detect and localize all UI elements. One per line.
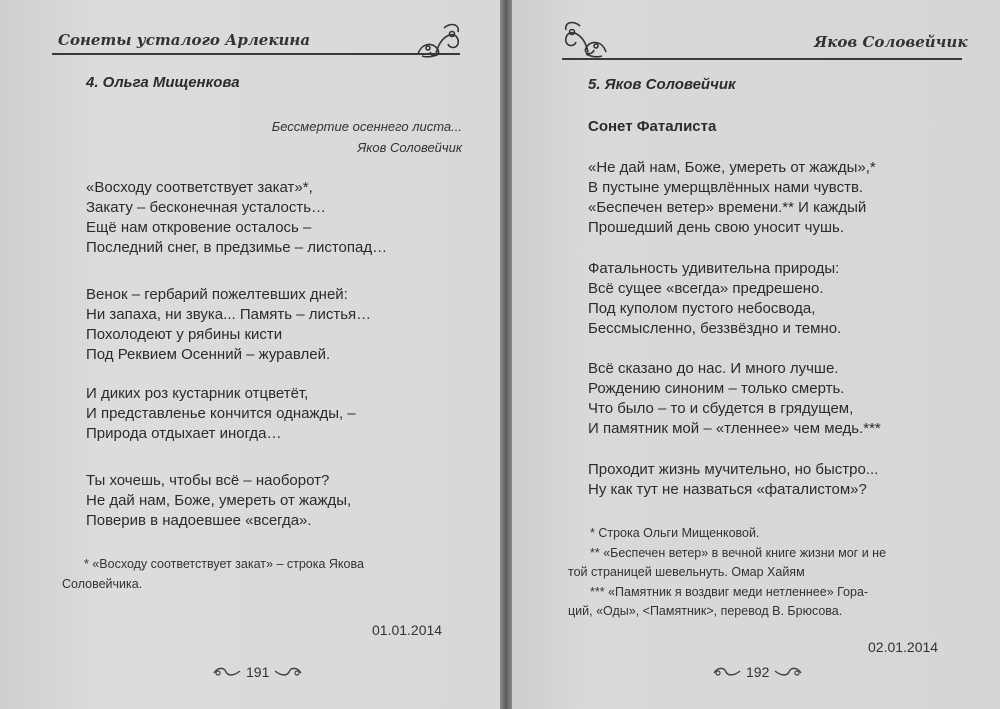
poem-line: И диких роз кустарник отцветёт, (86, 385, 309, 402)
poem-line: Бессмысленно, беззвёздно и темно. (588, 320, 842, 337)
poem-line: В пустыне умерщвлённых нами чувств. (588, 179, 864, 196)
poem-line: Ни запаха, ни звука... Память – листья… (86, 306, 372, 323)
poem-line: И памятник мой – «тленнее» чем медь.*** (588, 420, 881, 437)
footnote-line: ** «Беспечен ветер» в вечной книге жизни мог и не (590, 545, 887, 560)
book-gutter (500, 0, 512, 709)
poem-line: Не дай нам, Боже, умереть от жажды, (86, 492, 352, 509)
poem-line: Закату – бесконечная усталость… (86, 199, 327, 216)
poem-line: Ну как тут не назваться «фаталистом»? (588, 481, 867, 498)
poem-line: «Не дай нам, Боже, умереть от жажды»,* (588, 159, 876, 176)
header-rule-left (52, 53, 460, 55)
footnote-line: той страницей шевельнуть. Омар Хайям (568, 565, 805, 579)
poem-line: Венок – гербарий пожелтевших дней: (86, 286, 348, 303)
poem-date: 01.01.2014 (372, 622, 443, 638)
poem-line: Последний снег, в предзимье – листопад… (86, 239, 388, 256)
stanza-2 (86, 285, 371, 365)
footnote-line: *** «Памятник я воздвиг меди нетленнее» Гора- (590, 584, 869, 599)
poem-line: «Беспечен ветер» времени.** И каждый (588, 199, 867, 216)
epigraph-author: Яков Соловейчик (357, 140, 462, 155)
poem-title: Сонет Фаталиста (588, 118, 717, 135)
poem-line: Под куполом пустого небосвода, (588, 300, 816, 317)
stanza-4 (86, 471, 351, 531)
page-number: 191 (246, 664, 270, 680)
stanza-4 (588, 460, 878, 500)
poem-line: Проходит жизнь мучительно, но быстро... (588, 461, 879, 478)
poem-line: Прошедший день свою уносит чушь. (588, 219, 845, 236)
poem-line: Ещё нам откровение осталось – (86, 219, 312, 236)
running-header-left: Сонеты усталого Арлекина (58, 31, 311, 49)
author-heading: 4. Ольга Мищенкова (86, 74, 240, 91)
poem-line: Всё сущее «всегда» предрешено. (588, 280, 824, 297)
epigraph (272, 116, 462, 158)
swirl-left-icon (712, 665, 742, 679)
author-heading: 5. Яков Соловейчик (588, 76, 736, 93)
page-number-block (212, 664, 303, 680)
running-header-right: Яков Соловейчик (814, 33, 968, 51)
footnote-line: * Строка Ольги Мищенковой. (590, 526, 760, 540)
poem-line: Всё сказано до нас. И много лучше. (588, 360, 839, 377)
page-number-block (712, 664, 803, 680)
swirl-left-icon (212, 665, 242, 679)
footnote-line: Соловейчика. (62, 576, 143, 591)
stanza-3 (86, 384, 356, 444)
poem-line: Рождению синоним – только смерть. (588, 380, 845, 397)
stanza-3 (588, 359, 881, 439)
flourish-ornament-icon (560, 18, 616, 62)
poem-line: «Восходу соответствует закат»*, (86, 179, 313, 196)
footnote (62, 555, 364, 594)
swirl-right-icon (273, 665, 303, 679)
poem-line: Ты хочешь, чтобы всё – наоборот? (86, 472, 330, 489)
stanza-1 (588, 158, 876, 238)
poem-line: Под Реквием Осенний – журавлей. (86, 346, 331, 363)
poem-date: 02.01.2014 (868, 639, 939, 655)
flourish-ornament-icon (408, 20, 464, 62)
poem-line: Что было – то и сбудется в грядущем, (588, 400, 854, 417)
epigraph-line: Бессмертие осеннего листа... (271, 119, 462, 134)
poem-line: Фатальность удивительна природы: (588, 260, 840, 277)
footnote-line: * «Восходу соответствует закат» – строка Якова (84, 557, 364, 571)
header-rule-right (562, 58, 962, 60)
footnote-line: ций, «Оды», <Памятник>, перевод В. Брюсова. (568, 604, 843, 618)
footnotes (568, 524, 886, 622)
poem-line: Природа отдыхает иногда… (86, 425, 282, 442)
right-page (512, 0, 1000, 709)
poem-line: Похолодеют у рябины кисти (86, 326, 283, 343)
stanza-2 (588, 259, 841, 339)
poem-line: Поверив в надоевшее «всегда». (86, 512, 312, 529)
stanza-1 (86, 178, 387, 258)
swirl-right-icon (773, 665, 803, 679)
poem-line: И представленье кончится однажды, – (86, 405, 356, 422)
page-number: 192 (746, 664, 770, 680)
